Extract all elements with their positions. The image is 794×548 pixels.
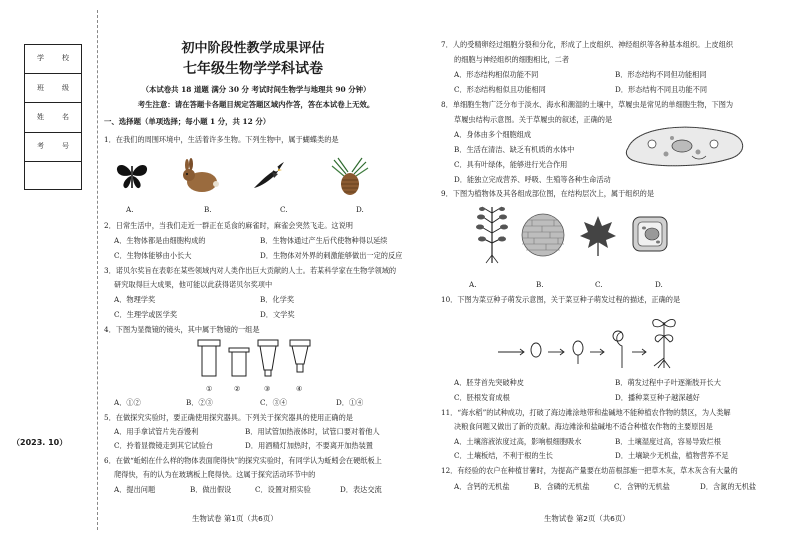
question-6: 6．在做“蚯蚓在什么样的物体表面爬得快”的探究实验时，有同学认为蚯蚓会在硬纸板上 [104,456,382,465]
q11-option-b: B．土壤湿度过高，容易导致烂根 [615,437,721,446]
question-5: 5．在做探究实验时，要正确使用探究器具。下列关于探究器具的使用正确的是 [104,413,353,422]
q11-option-c: C．土壤板结，不利于根的生长 [454,451,553,460]
label-char: 学 [37,54,44,63]
blank-cell [25,162,81,191]
q4-option-a: A．①② [114,398,141,407]
label-char: 号 [62,141,69,150]
question-11-line2: 决粮食问题又做出了新的贡献。海边滩涂和盐碱地不适合种植农作物的主要原因是 [454,422,713,431]
label-char: 级 [62,83,69,92]
q12-option-a: A．含钙的无机盐 [454,482,510,491]
question-8-line2: 草履虫结构示意图。关于草履虫的叙述，正确的是 [454,115,613,124]
section-heading: 一、选择题（单项选择；每小题 1 分，共 12 分） [104,117,271,126]
q12-option-c: C．含钾的无机盐 [614,482,670,491]
q5-option-d: D．用酒精灯加热时，不要离开加热装置 [245,441,373,450]
microscope-lens-diagram [196,338,326,382]
pine-cone-icon [330,156,370,196]
question-7: 7．人的受精卵经过细胞分裂和分化，形成了上皮组织、神经组织等各种基本组织。上皮组织 [441,40,734,49]
label-char: 姓 [37,112,44,121]
q1-option-d: D. [356,205,364,214]
tissue-sphere-icon [520,212,566,258]
q4-option-d: D．①④ [336,398,364,407]
q8-option-c: C．具有叶绿体，能够进行光合作用 [454,160,568,169]
q2-option-d: D．生物体对外界的刺激能够做出一定的反应 [260,251,403,260]
q1-option-a: A. [126,205,134,214]
q10-option-a: A．胚芽首先突破种皮 [454,378,524,387]
q3-option-d: D．文学奖 [260,310,295,319]
page-subtitle: 七年级生物学学科试卷 [183,61,323,77]
question-9: 9．下图为植物体及其各组成部位图，在结构层次上，属于组织的是 [441,189,655,198]
q6-option-d: D．表达交流 [340,485,382,494]
q7-option-a: A．形态结构相似功能不同 [454,70,539,79]
q3-option-b: B．化学奖 [260,295,295,304]
q11-option-d: D．土壤缺少无机盐，植物营养不足 [615,451,729,460]
exam-date: （2023. 10） [12,438,68,447]
question-2: 2．日常生活中，当我们走近一群正在觅食的麻雀时，麻雀会突然飞走。这说明 [104,221,353,230]
plant-icon [474,203,510,265]
name-cell [25,103,81,132]
class-cell [25,74,81,103]
q6-option-c: C．设置对照实验 [255,485,311,494]
label-char: 考 [37,141,44,150]
leaf-icon [578,214,618,258]
q5-option-c: C．拎着显微镜走到其它试验台 [114,441,213,450]
eagle-icon [252,160,286,192]
exam-info: （本试卷共 18 道题 满分 30 分 考试时间生物学与地理共 90 分钟） [141,85,371,94]
label-char: 名 [62,112,69,121]
footer-left: 生物试卷 第1页（共6页） [192,514,278,523]
q10-option-b: B．萌发过程中子叶逐渐肢开长大 [615,378,721,387]
rabbit-icon [178,158,222,194]
q2-option-c: C．生物体能够由小长大 [114,251,192,260]
q8-option-a: A．身体由多个细胞组成 [454,130,532,139]
q10-option-c: C．胚根发育成根 [454,393,510,402]
q2-option-a: A．生物体都是由细胞构成的 [114,236,206,245]
paramecium-diagram [622,122,750,170]
q12-option-b: B．含磷的无机盐 [534,482,590,491]
q9-option-d: D. [655,280,663,289]
q10-option-d: D．播种菜豆种子越深越好 [615,393,700,402]
question-8: 8．单细胞生物广泛分布于淡水、海水和潮湿的土壤中，草履虫是常见的单细胞生物，下图为 [441,100,734,109]
lens-label-2: ② [234,384,241,393]
butterfly-icon [115,160,149,192]
question-12: 12．有经验的农户在种植甘薯时，为提高产量要在幼苗根部施一把草木灰，草木灰含有大量的 [441,466,738,475]
q4-option-c: C．③④ [260,398,288,407]
footer-right: 生物试卷 第2页（共6页） [544,514,630,523]
question-1: 1．在我们的周围环境中，生活着许多生物。下列生物中，属于蝴蝶类的是 [104,135,339,144]
q7-option-c: C．形态结构相似且功能相同 [454,85,546,94]
q3-option-a: A．物理学奖 [114,295,156,304]
question-10: 10．下图为菜豆种子萌发示意图，关于菜豆种子萌发过程的描述，正确的是 [441,295,681,304]
question-11: 11．“海水稻”的试种成功，打破了海边滩涂地带和盐碱地不能种植农作物的禁区，为人类解 [441,408,731,417]
lens-label-1: ① [206,384,213,393]
q5-option-b: B．用试管加热液体时，试管口要对着他人 [245,427,380,436]
question-6-line2: 爬得快，有的认为在玻璃板上爬得快。这属于探究活动环节中的 [114,470,316,479]
question-3: 3．诺贝尔奖旨在表彰在某些领域内对人类作出巨大贡献的人士。若某科学家在生物学领域的 [104,266,397,275]
label-char: 校 [62,54,69,63]
q8-option-b: B．生活在清洁、缺乏有机质的水体中 [454,145,575,154]
seed-germination-diagram [498,310,698,370]
q4-option-b: B．②③ [186,398,213,407]
q5-option-a: A．用手拿试管片先吞馒利 [114,427,199,436]
q6-option-b: B．做出假设 [190,485,232,494]
cell-icon [630,214,670,254]
lens-label-4: ④ [296,384,303,393]
q8-option-d: D．能独立完成营养、呼吸、生殖等各种生命活动 [454,175,611,184]
school-cell [25,45,81,74]
q11-option-a: A．土壤溶液浓度过高，影响根细胞吸水 [454,437,582,446]
lens-label-3: ③ [264,384,271,393]
q3-option-c: C．生理学或医学奖 [114,310,178,319]
q9-option-b: B. [536,280,544,289]
page-title: 初中阶段性教学成果评估 [181,41,325,56]
q2-option-b: B．生物体通过产生后代使物种得以延续 [260,236,388,245]
q1-option-b: B. [204,205,212,214]
exam-notice: 考生注意：请在答题卡各题目规定答题区域内作答，答在本试卷上无效。 [137,100,375,109]
question-7-line2: 的细胞与神经组织的细胞相比，二者 [454,55,570,64]
label-char: 班 [37,83,44,92]
q9-option-a: A. [469,280,477,289]
q9-option-c: C. [595,280,603,289]
student-info-box [24,44,82,190]
question-3-line2: 研究取得巨大成果，他可能以此获得诺贝尔奖项中 [114,280,273,289]
question-4: 4．下图为显微镜的镜头，其中属于物镜的一组是 [104,325,260,334]
q7-option-b: B．形态结构不同但功能相同 [615,70,707,79]
q1-option-c: C. [280,205,288,214]
binding-line [97,10,98,530]
q7-option-d: D．形态结构不同且功能不同 [615,85,708,94]
q12-option-d: D．含氮的无机盐 [700,482,757,491]
exam-number-cell [25,133,81,162]
q6-option-a: A．提出问题 [114,485,156,494]
